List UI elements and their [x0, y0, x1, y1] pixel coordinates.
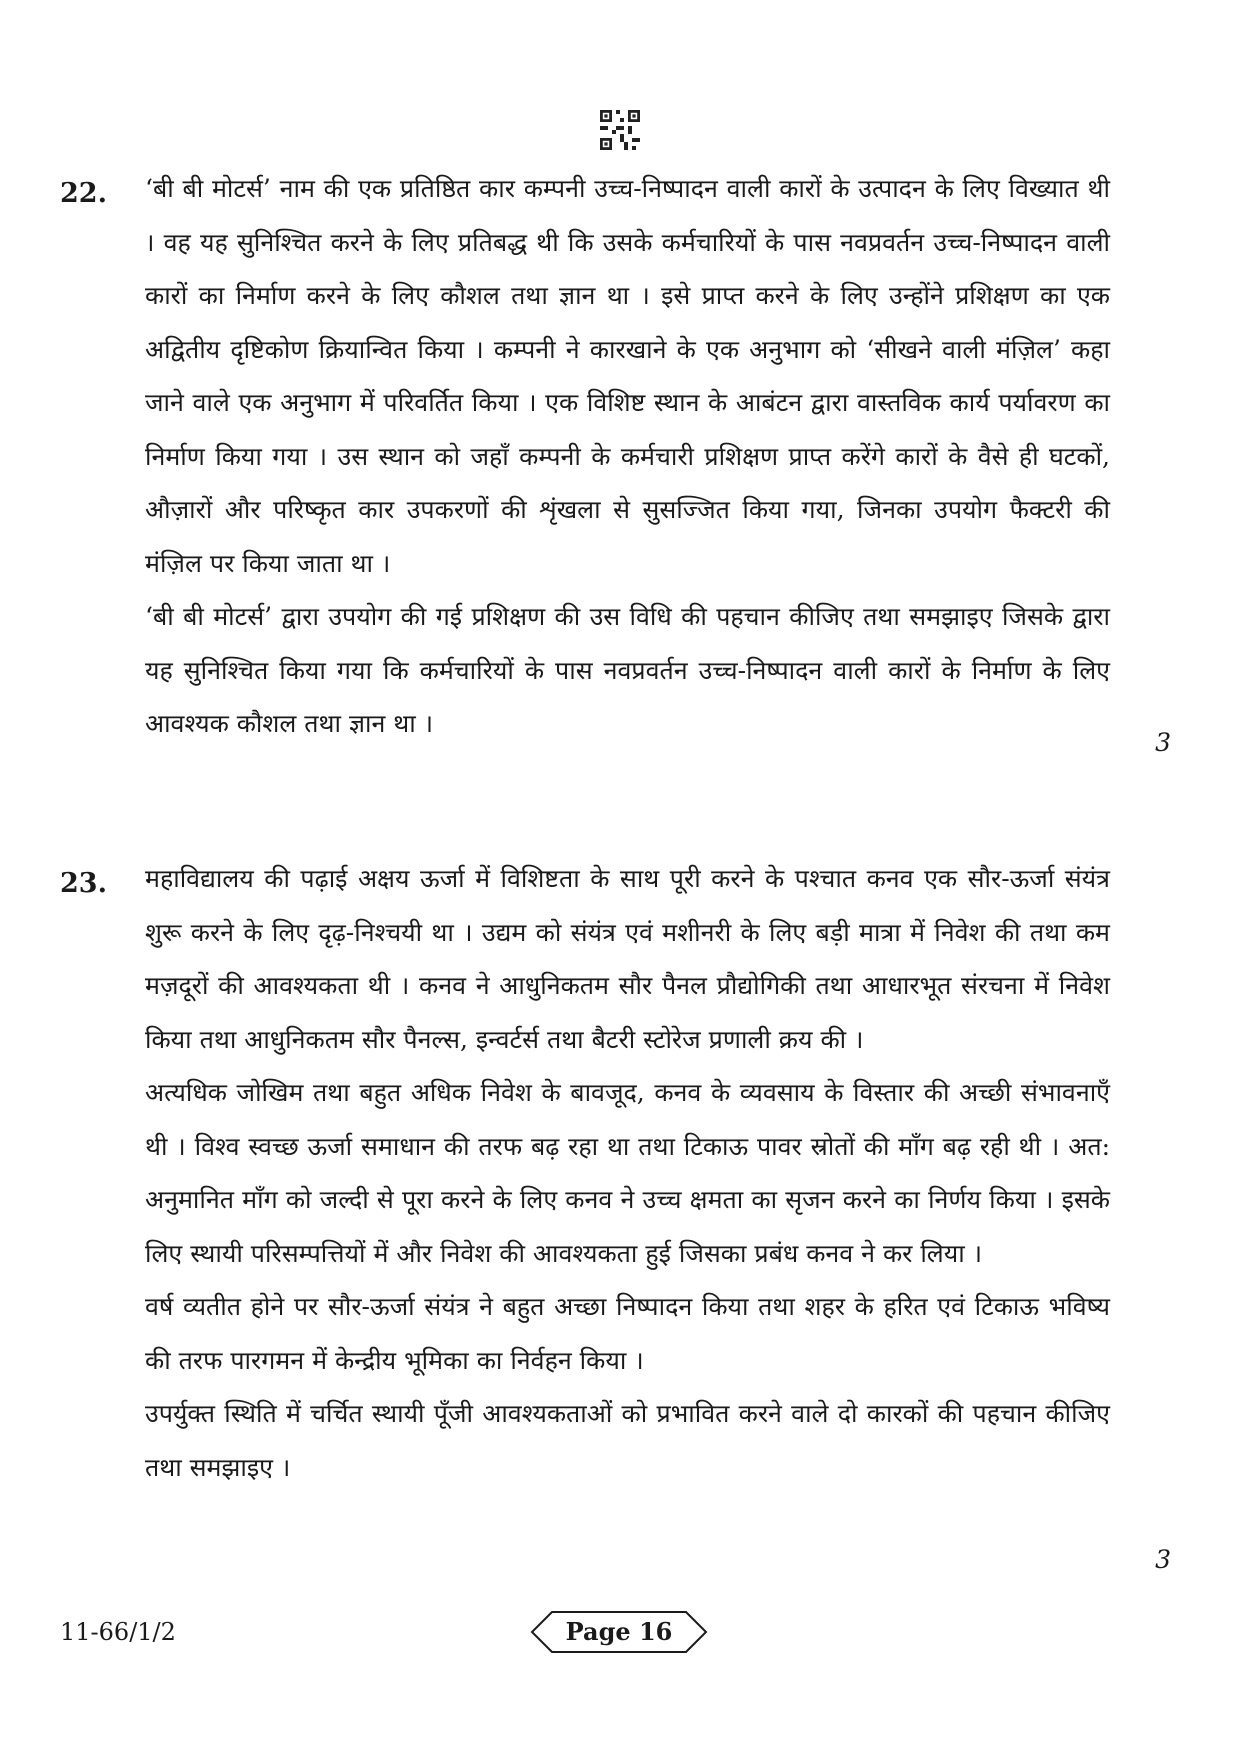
question-paragraph: उपर्युक्त स्थिति में चर्चित स्थायी पूँजी आवश्यकताओं को प्रभावित करने वाले दो कारकों की पहचान कीजिए तथा समझाइए ।: [145, 1399, 1110, 1482]
question-paragraph: ‘बी बी मोटर्स’ द्वारा उपयोग की गई प्रशिक्षण की उस विधि की पहचान कीजिए तथा समझाइए जिसके द्वारा यह सुनिश्चित किया गया कि कर्मचारियों के पास नवप्रवर्तन उच्च-निष्पादन वाली कारों के निर्माण के लिए आवश्यक कौशल तथा ज्ञान था ।: [145, 602, 1110, 738]
question-text: [145, 162, 1110, 751]
qr-code-icon: [600, 110, 640, 150]
question-paragraph: महाविद्यालय की पढ़ाई अक्षय ऊर्जा में विशिष्टता के साथ पूरी करने के पश्चात कनव एक सौर-ऊर्जा संयंत्र शुरू करने के लिए दृढ़-निश्चयी था । उद्यम को संयंत्र एवं मशीनरी के लिए बड़ी मात्रा में निवेश की तथा कम मज़दूरों की आवश्यकता थी । कनव ने आधुनिकतम सौर पैनल प्रौद्योगिकी तथा आधारभूत संरचना में निवेश किया तथा आधुनिकतम सौर पैनल्स, इन्वर्टर्स तथा बैटरी स्टोरेज प्रणाली क्रय की ।: [145, 864, 1110, 1054]
question-text: [145, 852, 1110, 1494]
page-number: Page 16: [565, 1617, 673, 1646]
paper-code: 11-66/1/2: [60, 1618, 176, 1646]
page-number-badge: [530, 1610, 708, 1654]
question-paragraph: अत्यधिक जोखिम तथा बहुत अधिक निवेश के बावजूद, कनव के व्यवसाय के विस्तार की अच्छी संभावनाएँ थी । विश्व स्वच्छ ऊर्जा समाधान की तरफ बढ़ रहा था तथा टिकाऊ पावर स्रोतों की माँग बढ़ रही थी । अत: अनुमानित माँग को जल्दी से पूरा करने के लिए कनव ने उच्च क्षमता का सृजन करने का निर्णय किया । इसके लिए स्थायी परिसम्पत्तियों में और निवेश की आवश्यकता हुई जिसका प्रबंध कनव ने कर लिया ।: [145, 1078, 1110, 1268]
question-paragraph: ‘बी बी मोटर्स’ नाम की एक प्रतिष्ठित कार कम्पनी उच्च-निष्पादन वाली कारों के उत्पादन के लिए विख्यात थी । वह यह सुनिश्चित करने के लिए प्रतिबद्ध थी कि उसके कर्मचारियों के पास नवप्रवर्तन उच्च-निष्पादन वाली कारों का निर्माण करने के लिए कौशल तथा ज्ञान था । इसे प्राप्त करने के लिए उन्होंने प्रशिक्षण का एक अद्वितीय दृष्टिकोण क्रियान्वित किया । कम्पनी ने कारखाने के एक अनुभाग को ‘सीखने वाली मंज़िल’ कहा जाने वाले एक अनुभाग में परिवर्तित किया । एक विशिष्ट स्थान के आबंटन द्वारा वास्तविक कार्य पर्यावरण का निर्माण किया गया । उस स्थान को जहाँ कम्पनी के कर्मचारी प्रशिक्षण प्राप्त करेंगे कारों के वैसे ही घटकों, औज़ारों और परिष्कृत कार उपकरणों की शृंखला से सुसज्जित किया गया, जिनका उपयोग फैक्टरी की मंज़िल पर किया जाता था ।: [145, 174, 1110, 578]
marks: 3: [1155, 728, 1171, 757]
question-paragraph: वर्ष व्यतीत होने पर सौर-ऊर्जा संयंत्र ने बहुत अच्छा निष्पादन किया तथा शहर के हरित एवं टिकाऊ भविष्य की तरफ पारगमन में केन्द्रीय भूमिका का निर्वहन किया ।: [145, 1292, 1110, 1375]
question-number: 23.: [60, 868, 107, 899]
marks: 3: [1155, 1545, 1171, 1574]
question-number: 22.: [60, 178, 107, 209]
